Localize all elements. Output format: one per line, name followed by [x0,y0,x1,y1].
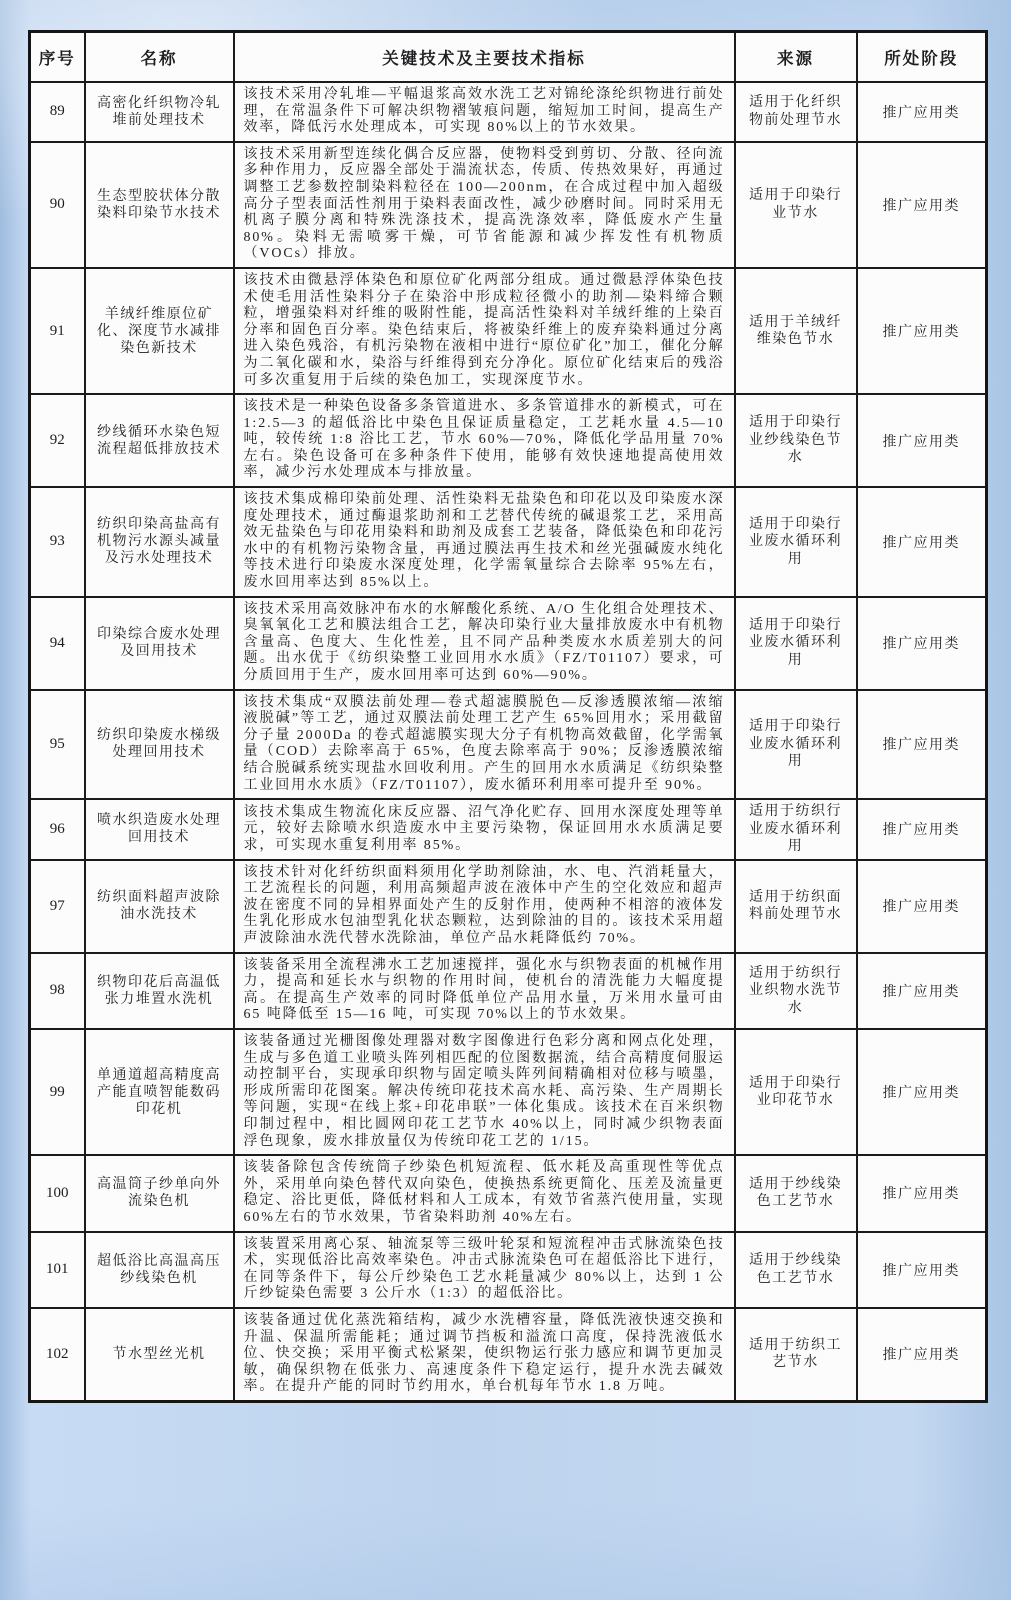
stage-cell: 推广应用类 [857,860,987,953]
tech-description-cell: 该技术由微悬浮体染色和原位矿化两部分组成。通过微悬浮体染色技术使毛用活性染料分子在染浴中形成粒径微小的助剂—染料缔合颗粒，增强染料对纤维的吸附性能，提高活性染料对羊绒纤维的上染百分率和固色百分率。染色结束后，将被染纤维上的废弃染料通过分离进入染色残浴，有机污染物在液相中进行“原位矿化”加工，催化分解为二氧化碳和水，染浴与纤维得到充分净化。原位矿化结束后的残浴可多次重复用于后续的染色加工，实现深度节水。 [234,268,735,394]
table-row [30,394,987,487]
stage-cell: 推广应用类 [857,1308,987,1401]
table-row [30,142,987,268]
table-row [30,597,987,690]
tech-description-cell: 该技术针对化纤纺织面料须用化学助剂除油，水、电、汽消耗量大，工艺流程长的问题，利用高频超声波在液体中产生的空化效应和超声波在密度不同的异相界面处产生的反射作用，使两种不相溶的液体发生乳化形成水包油型乳化状态颗粒，达到除油的目的。该技术采用超声波除油水洗代替水洗除油，单位产品水耗降低约 70%。 [234,860,735,953]
name-cell: 纺织面料超声波除油水洗技术 [85,860,234,953]
stage-cell: 推广应用类 [857,690,987,800]
stage-cell: 推广应用类 [857,799,987,860]
stage-cell: 推广应用类 [857,953,987,1029]
table-row [30,268,987,394]
table-row [30,1155,987,1231]
serial-cell: 93 [30,487,85,597]
source-cell: 适用于印染行业节水 [735,142,857,268]
water-saving-tech-table [28,30,988,1403]
source-cell: 适用于羊绒纤维染色节水 [735,268,857,394]
tech-description-cell: 该装置采用离心泵、轴流泵等三级叶轮泵和短流程冲击式脉流染色技术，实现低浴比高效率染色。冲击式脉流染色可在超低浴比下进行，在同等条件下，每公斤纱染色工艺水耗量减少 80%以上，达到 1 公斤纱锭染色需要 3 公斤水（1:3）的超低浴比。 [234,1232,735,1308]
name-cell: 纺织印染高盐高有机物污水源头减量及污水处理技术 [85,487,234,597]
serial-cell: 90 [30,142,85,268]
tech-description-cell: 该装备除包含传统筒子纱染色机短流程、低水耗及高重现性等优点外，采用单向染色替代双向染色，使换热系统更简化、压差及流量更稳定、浴比更低，降低材料和人工成本，有效节省蒸汽使用量，实现 60%左右的节水效果，节省染料助剂 40%左右。 [234,1155,735,1231]
table-row [30,82,987,142]
col-header-tech: 关键技术及主要技术指标 [234,32,735,83]
table-row [30,487,987,597]
table-row [30,1029,987,1155]
stage-cell: 推广应用类 [857,597,987,690]
stage-cell: 推广应用类 [857,1029,987,1155]
table-header-row [30,32,987,83]
tech-description-cell: 该装备通过优化蒸洗箱结构，减少水洗槽容量，降低洗液快速交换和升温、保温所需能耗；通过调节挡板和溢流口高度，保持洗液低水位、快交换；采用平衡式松紧架，使织物运行张力感应和调节更加灵敏，确保织物在低张力、高速度条件下稳定运行，提升水洗去碱效率。在提升产能的同时节约用水，单台机每年节水 1.8 万吨。 [234,1308,735,1401]
stage-cell: 推广应用类 [857,1155,987,1231]
source-cell: 适用于印染行业印花节水 [735,1029,857,1155]
serial-cell: 89 [30,82,85,142]
table-row [30,860,987,953]
name-cell: 高密化纤织物冷轧堆前处理技术 [85,82,234,142]
name-cell: 纺织印染废水梯级处理回用技术 [85,690,234,800]
name-cell: 羊绒纤维原位矿化、深度节水减排染色新技术 [85,268,234,394]
stage-cell: 推广应用类 [857,268,987,394]
table-row [30,1308,987,1401]
serial-cell: 101 [30,1232,85,1308]
table-row [30,953,987,1029]
name-cell: 单通道超高精度高产能直喷智能数码印花机 [85,1029,234,1155]
serial-cell: 100 [30,1155,85,1231]
serial-cell: 96 [30,799,85,860]
tech-description-cell: 该技术采用冷轧堆—平幅退浆高效水洗工艺对锦纶涤纶织物进行前处理，在常温条件下可解决织物褶皱痕问题，缩短加工时间，提高生产效率，降低污水处理成本，可实现 80%以上的节水效果。 [234,82,735,142]
stage-cell: 推广应用类 [857,1232,987,1308]
tech-description-cell: 该技术集成生物流化床反应器、沼气净化贮存、回用水深度处理等单元，较好去除喷水织造废水中主要污染物，保证回用水水质满足要求，可实现水重复利用率 85%。 [234,799,735,860]
col-header-serial: 序号 [30,32,85,83]
col-header-source: 来源 [735,32,857,83]
col-header-name: 名称 [85,32,234,83]
serial-cell: 95 [30,690,85,800]
source-cell: 适用于印染行业废水循环利用 [735,487,857,597]
serial-cell: 102 [30,1308,85,1401]
tech-description-cell: 该技术采用高效脉冲布水的水解酸化系统、A/O 生化组合处理技术、臭氧氧化工艺和膜法组合工艺，解决印染行业大量排放废水中有机物含量高、色度大、生化性差，且不同产品种类废水水质差别大的问题。出水优于《纺织染整工业回用水水质》（FZ/T01107）要求，可分质回用于生产，废水回用率可达到 60%—90%。 [234,597,735,690]
serial-cell: 98 [30,953,85,1029]
source-cell: 适用于纱线染色工艺节水 [735,1232,857,1308]
tech-description-cell: 该技术集成“双膜法前处理—卷式超滤膜脱色—反渗透膜浓缩—浓缩液脱碱”等工艺，通过双膜法前处理工艺产生 65%回用水；采用截留分子量 2000Da 的卷式超滤膜实现大分子有机物高效截留，化学需氧量（COD）去除率高于 65%，色度去除率高于 90%；反渗透膜浓缩结合脱碱系统实现盐水回收利用。产生的回用水水质满足《纺织染整工业回用水水质》（FZ/T01107），废水循环利用率可提升至 90%。 [234,690,735,800]
stage-cell: 推广应用类 [857,487,987,597]
source-cell: 适用于纱线染色工艺节水 [735,1155,857,1231]
name-cell: 纱线循环水染色短流程超低排放技术 [85,394,234,487]
table-row [30,799,987,860]
tech-description-cell: 该装备通过光栅图像处理器对数字图像进行色彩分离和网点化处理，生成与多色道工业喷头阵列相匹配的位图数据流，结合高精度伺服运动控制平台，实现承印织物与固定喷头阵列间精确相对位移与喷墨，形成所需印花图案。解决传统印花技术高水耗、高污染、生产周期长等问题，实现“在线上浆+印花串联”一体化集成。该技术在百米织物印制过程中，相比圆网印花工艺节水 40%以上，同时减少织物表面浮色现象，废水排放量仅为传统印花工艺的 1/15。 [234,1029,735,1155]
stage-cell: 推广应用类 [857,82,987,142]
name-cell: 生态型胶状体分散染料印染节水技术 [85,142,234,268]
source-cell: 适用于印染行业废水循环利用 [735,690,857,800]
table-row [30,690,987,800]
source-cell: 适用于印染行业废水循环利用 [735,597,857,690]
table-body [30,82,987,1401]
name-cell: 高温筒子纱单向外流染色机 [85,1155,234,1231]
name-cell: 织物印花后高温低张力堆置水洗机 [85,953,234,1029]
source-cell: 适用于印染行业纱线染色节水 [735,394,857,487]
stage-cell: 推广应用类 [857,394,987,487]
source-cell: 适用于纺织行业废水循环利用 [735,799,857,860]
serial-cell: 92 [30,394,85,487]
source-cell: 适用于纺织工艺节水 [735,1308,857,1401]
tech-description-cell: 该装备采用全流程沸水工艺加速搅拌，强化水与织物表面的机械作用力，提高和延长水与织物的作用时间，使机台的清洗能力大幅度提高。在提高生产效率的同时降低单位产品用水量，万米用水量可由 65 吨降低至 15—16 吨，可实现 70%以上的节水效果。 [234,953,735,1029]
serial-cell: 94 [30,597,85,690]
source-cell: 适用于纺织行业织物水洗节水 [735,953,857,1029]
source-cell: 适用于化纤织物前处理节水 [735,82,857,142]
table-row [30,1232,987,1308]
serial-cell: 91 [30,268,85,394]
stage-cell: 推广应用类 [857,142,987,268]
serial-cell: 97 [30,860,85,953]
name-cell: 喷水织造废水处理回用技术 [85,799,234,860]
tech-description-cell: 该技术是一种染色设备多条管道进水、多条管道排水的新模式，可在 1:2.5—3 的超低浴比中染色且保证质量稳定，工艺耗水量 4.5—10 吨，较传统 1:8 浴比工艺，节水 60%—70%，降低化学品用量 70%左右。染色设备可在多种条件下使用，能够有效快速地提高使用效率，减少污水处理成本与排放量。 [234,394,735,487]
name-cell: 超低浴比高温高压纱线染色机 [85,1232,234,1308]
name-cell: 印染综合废水处理及回用技术 [85,597,234,690]
serial-cell: 99 [30,1029,85,1155]
tech-description-cell: 该技术集成棉印染前处理、活性染料无盐染色和印花以及印染废水深度处理技术，通过酶退浆助剂和工艺替代传统的碱退浆工艺，采用高效无盐染色与印花用染料和助剂及成套工艺装备，降低染色和印花污水中的有机物污染物含量，再通过膜法再生技术和丝光强碱废水纯化等技术进行印染废水深度处理，化学需氧量综合去除率 95%左右，废水回用率达到 85%以上。 [234,487,735,597]
col-header-stage: 所处阶段 [857,32,987,83]
name-cell: 节水型丝光机 [85,1308,234,1401]
source-cell: 适用于纺织面料前处理节水 [735,860,857,953]
tech-description-cell: 该技术采用新型连续化偶合反应器，使物料受到剪切、分散、径向流多种作用力，反应器全部处于湍流状态，传质、传热效果好，再通过调整工艺参数控制染料粒径在 100—200nm，在合成过程中加入超级高分子型表面活性剂用于染料表面改性，减少砂磨时间。同时采用无机离子膜分离和特殊洗涤技术，提高洗涤效率，降低废水产生量 80%。染料无需喷雾干燥，可节省能源和减少挥发性有机物质（VOCs）排放。 [234,142,735,268]
